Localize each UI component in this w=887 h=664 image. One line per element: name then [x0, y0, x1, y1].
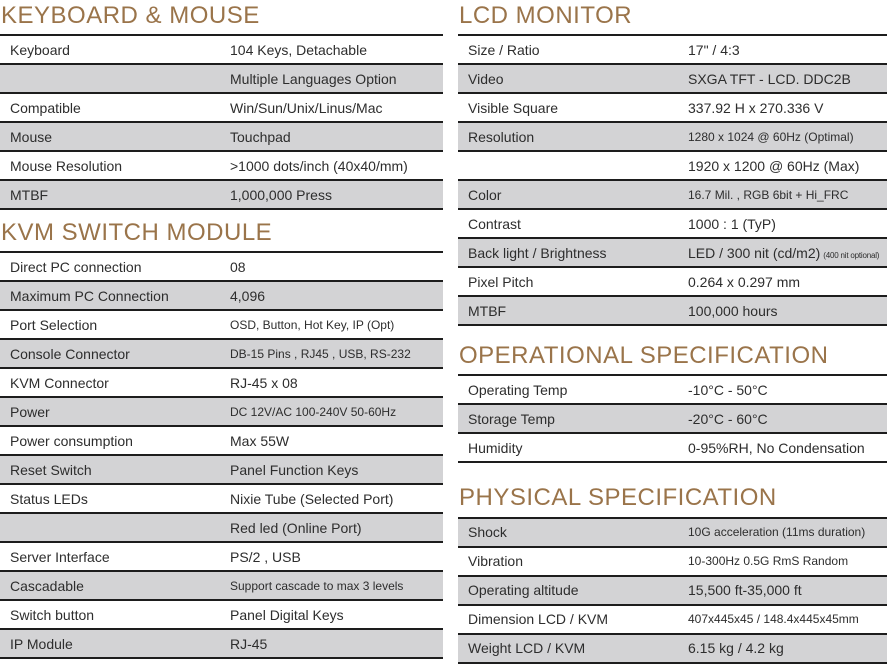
spec-value-text: PS/2 , USB: [230, 548, 301, 565]
spec-row: [0, 152, 443, 181]
spec-label: Size / Ratio: [468, 41, 540, 58]
spec-row: [0, 485, 443, 514]
spec-value: [230, 71, 397, 87]
spec-row: [0, 36, 443, 65]
spec-value: [688, 612, 859, 626]
spec-section: [0, 217, 443, 659]
spec-label: Vibration: [468, 553, 524, 570]
spec-row: [0, 456, 443, 485]
spec-row: [458, 268, 887, 297]
spec-value-text: 0-95%RH, No Condensation: [688, 439, 865, 456]
spec-label: Resolution: [468, 128, 535, 145]
spec-value-text: Panel Function Keys: [230, 461, 359, 478]
spec-note: (400 nit optional): [823, 250, 880, 260]
spec-section: [458, 0, 887, 326]
spec-label: Direct PC connection: [10, 258, 142, 275]
spec-row: [458, 239, 887, 268]
spec-value-text: 407x445x45 / 148.4x445x45mm: [688, 612, 859, 627]
spec-value: [688, 303, 778, 319]
spec-label: Shock: [468, 524, 507, 541]
spec-label: Mouse: [10, 128, 53, 145]
spec-label: Color: [468, 186, 502, 203]
spec-value: [688, 188, 848, 202]
left-column: [0, 0, 443, 664]
spec-value-text: 1280 x 1024 @ 60Hz (Optimal): [688, 129, 854, 144]
spec-row: [0, 514, 443, 543]
spec-label: Back light / Brightness: [468, 244, 607, 261]
section-title: KVM SWITCH MODULE: [1, 219, 273, 247]
spec-value-text: Red led (Online Port): [230, 519, 362, 536]
spec-row: [0, 572, 443, 601]
spec-row: [458, 65, 887, 94]
spec-label: Pixel Pitch: [468, 273, 534, 290]
spec-row: [458, 606, 887, 635]
spec-value: [688, 158, 859, 174]
spec-value-text: 1,000,000 Press: [230, 186, 332, 203]
spec-value-text: LED / 300 nit (cd/m2): [688, 244, 821, 261]
spec-value-text: 10-300Hz 0.5G RmS Random: [688, 554, 849, 569]
spec-value: [230, 158, 408, 174]
spec-value: [230, 549, 301, 565]
spec-table: [458, 374, 887, 463]
spec-value-text: 10G acceleration (11ms duration): [688, 525, 866, 540]
spec-value-text: 0.264 x 0.297 mm: [688, 273, 801, 290]
spec-row: [458, 123, 887, 152]
spec-value: [230, 42, 367, 58]
spec-row: [0, 398, 443, 427]
spec-section: [458, 340, 887, 463]
spec-row: [0, 369, 443, 398]
spec-value: [688, 382, 768, 398]
spec-label: Server Interface: [10, 548, 110, 565]
spec-row: [0, 282, 443, 311]
spec-value-text: Touchpad: [230, 128, 291, 145]
spec-row: [458, 635, 887, 664]
spec-section: [0, 0, 443, 210]
spec-value: [230, 462, 358, 478]
spec-label: Contrast: [468, 215, 521, 232]
spec-value: [230, 433, 289, 449]
spec-row: [458, 405, 887, 434]
spec-value: [688, 554, 848, 568]
spec-value: [688, 411, 768, 427]
spec-row: [458, 36, 887, 65]
spec-table: [0, 251, 443, 659]
spec-value-text: 16.7 Mil. , RGB 6bit + Hi_FRC: [688, 187, 849, 202]
spec-value: [230, 607, 344, 623]
section-title: PHYSICAL SPECIFICATION: [459, 484, 777, 512]
spec-value-text: 4,096: [230, 287, 266, 304]
spec-label: Console Connector: [10, 345, 130, 362]
spec-label: Humidity: [468, 439, 523, 456]
section-title: OPERATIONAL SPECIFICATION: [459, 342, 829, 370]
spec-row: [0, 427, 443, 456]
spec-value-text: 17" / 4:3: [688, 41, 740, 58]
spec-value-text: Max 55W: [230, 432, 290, 449]
spec-row: [458, 376, 887, 405]
spec-label: MTBF: [10, 186, 49, 203]
spec-label: Dimension LCD / KVM: [468, 611, 609, 628]
spec-label: Operating Temp: [468, 381, 568, 398]
spec-label: Operating altitude: [468, 582, 579, 599]
spec-value: [230, 129, 291, 145]
spec-value: [688, 525, 865, 539]
spec-label: Reset Switch: [10, 461, 92, 478]
spec-value: [230, 520, 362, 536]
spec-value-text: SXGA TFT - LCD. DDC2B: [688, 70, 851, 87]
spec-value: [688, 71, 851, 87]
spec-value-text: >1000 dots/inch (40x40/mm): [230, 157, 408, 174]
spec-row: [458, 548, 887, 577]
section-title: KEYBOARD & MOUSE: [1, 2, 260, 29]
spec-table: [458, 517, 887, 664]
spec-value: [688, 440, 865, 456]
spec-row: [458, 210, 887, 239]
spec-label: Maximum PC Connection: [10, 287, 169, 304]
spec-row: [0, 630, 443, 659]
spec-value: [230, 259, 246, 275]
spec-label: Switch button: [10, 606, 95, 623]
spec-label: Keyboard: [10, 41, 70, 58]
spec-value-text: 1920 x 1200 @ 60Hz (Max): [688, 157, 860, 174]
spec-label: Visible Square: [468, 99, 559, 116]
spec-label: Video: [468, 70, 504, 87]
spec-value-text: OSD, Button, Hot Key, IP (Opt): [230, 317, 395, 332]
spec-value-text: RJ-45: [230, 635, 268, 652]
spec-label: Port Selection: [10, 316, 98, 333]
spec-value-text: Panel Digital Keys: [230, 606, 344, 623]
spec-label: IP Module: [10, 635, 73, 652]
spec-label: Power consumption: [10, 432, 133, 449]
spec-value: [230, 100, 383, 116]
spec-value-text: 337.92 H x 270.336 V: [688, 99, 824, 116]
spec-value: [230, 405, 396, 419]
spec-row: [0, 340, 443, 369]
spec-value-text: Multiple Languages Option: [230, 70, 397, 87]
spec-row: [458, 297, 887, 326]
spec-value-text: DB-15 Pins , RJ45 , USB, RS-232: [230, 346, 411, 361]
spec-row: [0, 181, 443, 210]
spec-value-text: -20°C - 60°C: [688, 410, 768, 427]
spec-value-text: 08: [230, 258, 246, 275]
spec-row: [0, 94, 443, 123]
spec-label: MTBF: [468, 302, 507, 319]
spec-row: [458, 94, 887, 123]
spec-value: [688, 582, 802, 598]
spec-row: [0, 123, 443, 152]
spec-value-text: -10°C - 50°C: [688, 381, 768, 398]
spec-label: Status LEDs: [10, 490, 88, 507]
spec-label: Power: [10, 403, 50, 420]
spec-value-text: 104 Keys, Detachable: [230, 41, 367, 58]
spec-row: [458, 577, 887, 606]
spec-row: [0, 65, 443, 94]
spec-value-text: 1000 : 1 (TyP): [688, 215, 776, 232]
spec-value: [688, 274, 800, 290]
spec-label: Cascadable: [10, 577, 84, 594]
spec-label: Storage Temp: [468, 410, 555, 427]
spec-value: [230, 636, 267, 652]
spec-value-text: 15,500 ft-35,000 ft: [688, 582, 802, 599]
spec-value-text: Support cascade to max 3 levels: [230, 578, 404, 593]
spec-row: [0, 601, 443, 630]
spec-value: [230, 288, 265, 304]
spec-row: [0, 543, 443, 572]
spec-row: [0, 311, 443, 340]
spec-value: [230, 491, 393, 507]
spec-value: [688, 100, 823, 116]
spec-value-text: RJ-45 x 08: [230, 374, 298, 391]
spec-label: Mouse Resolution: [10, 157, 123, 174]
spec-value: [230, 347, 411, 361]
spec-value-text: 100,000 hours: [688, 302, 778, 319]
right-column: [458, 0, 887, 664]
spec-value: [230, 579, 403, 593]
spec-row: [458, 434, 887, 463]
spec-section: [458, 482, 887, 663]
spec-value: [230, 187, 332, 203]
spec-row: [458, 519, 887, 548]
spec-value-text: Win/Sun/Unix/Linus/Mac: [230, 99, 383, 116]
spec-value: [230, 375, 298, 391]
spec-row: [0, 253, 443, 282]
spec-row: [458, 181, 887, 210]
spec-table: [458, 34, 887, 326]
spec-value: [688, 216, 776, 232]
spec-label: Weight LCD / KVM: [468, 640, 586, 657]
spec-row: [458, 152, 887, 181]
spec-label: Compatible: [10, 99, 81, 116]
section-title: LCD MONITOR: [459, 2, 633, 29]
spec-value-text: 6.15 kg / 4.2 kg: [688, 640, 784, 657]
spec-label: KVM Connector: [10, 374, 109, 391]
spec-value: [688, 640, 784, 656]
spec-value: [688, 130, 854, 144]
spec-table: [0, 34, 443, 210]
spec-value-text: Nixie Tube (Selected Port): [230, 490, 394, 507]
spec-value: [688, 245, 879, 261]
spec-value: [688, 42, 740, 58]
spec-value: [230, 318, 394, 332]
spec-value-text: DC 12V/AC 100-240V 50-60Hz: [230, 404, 397, 419]
